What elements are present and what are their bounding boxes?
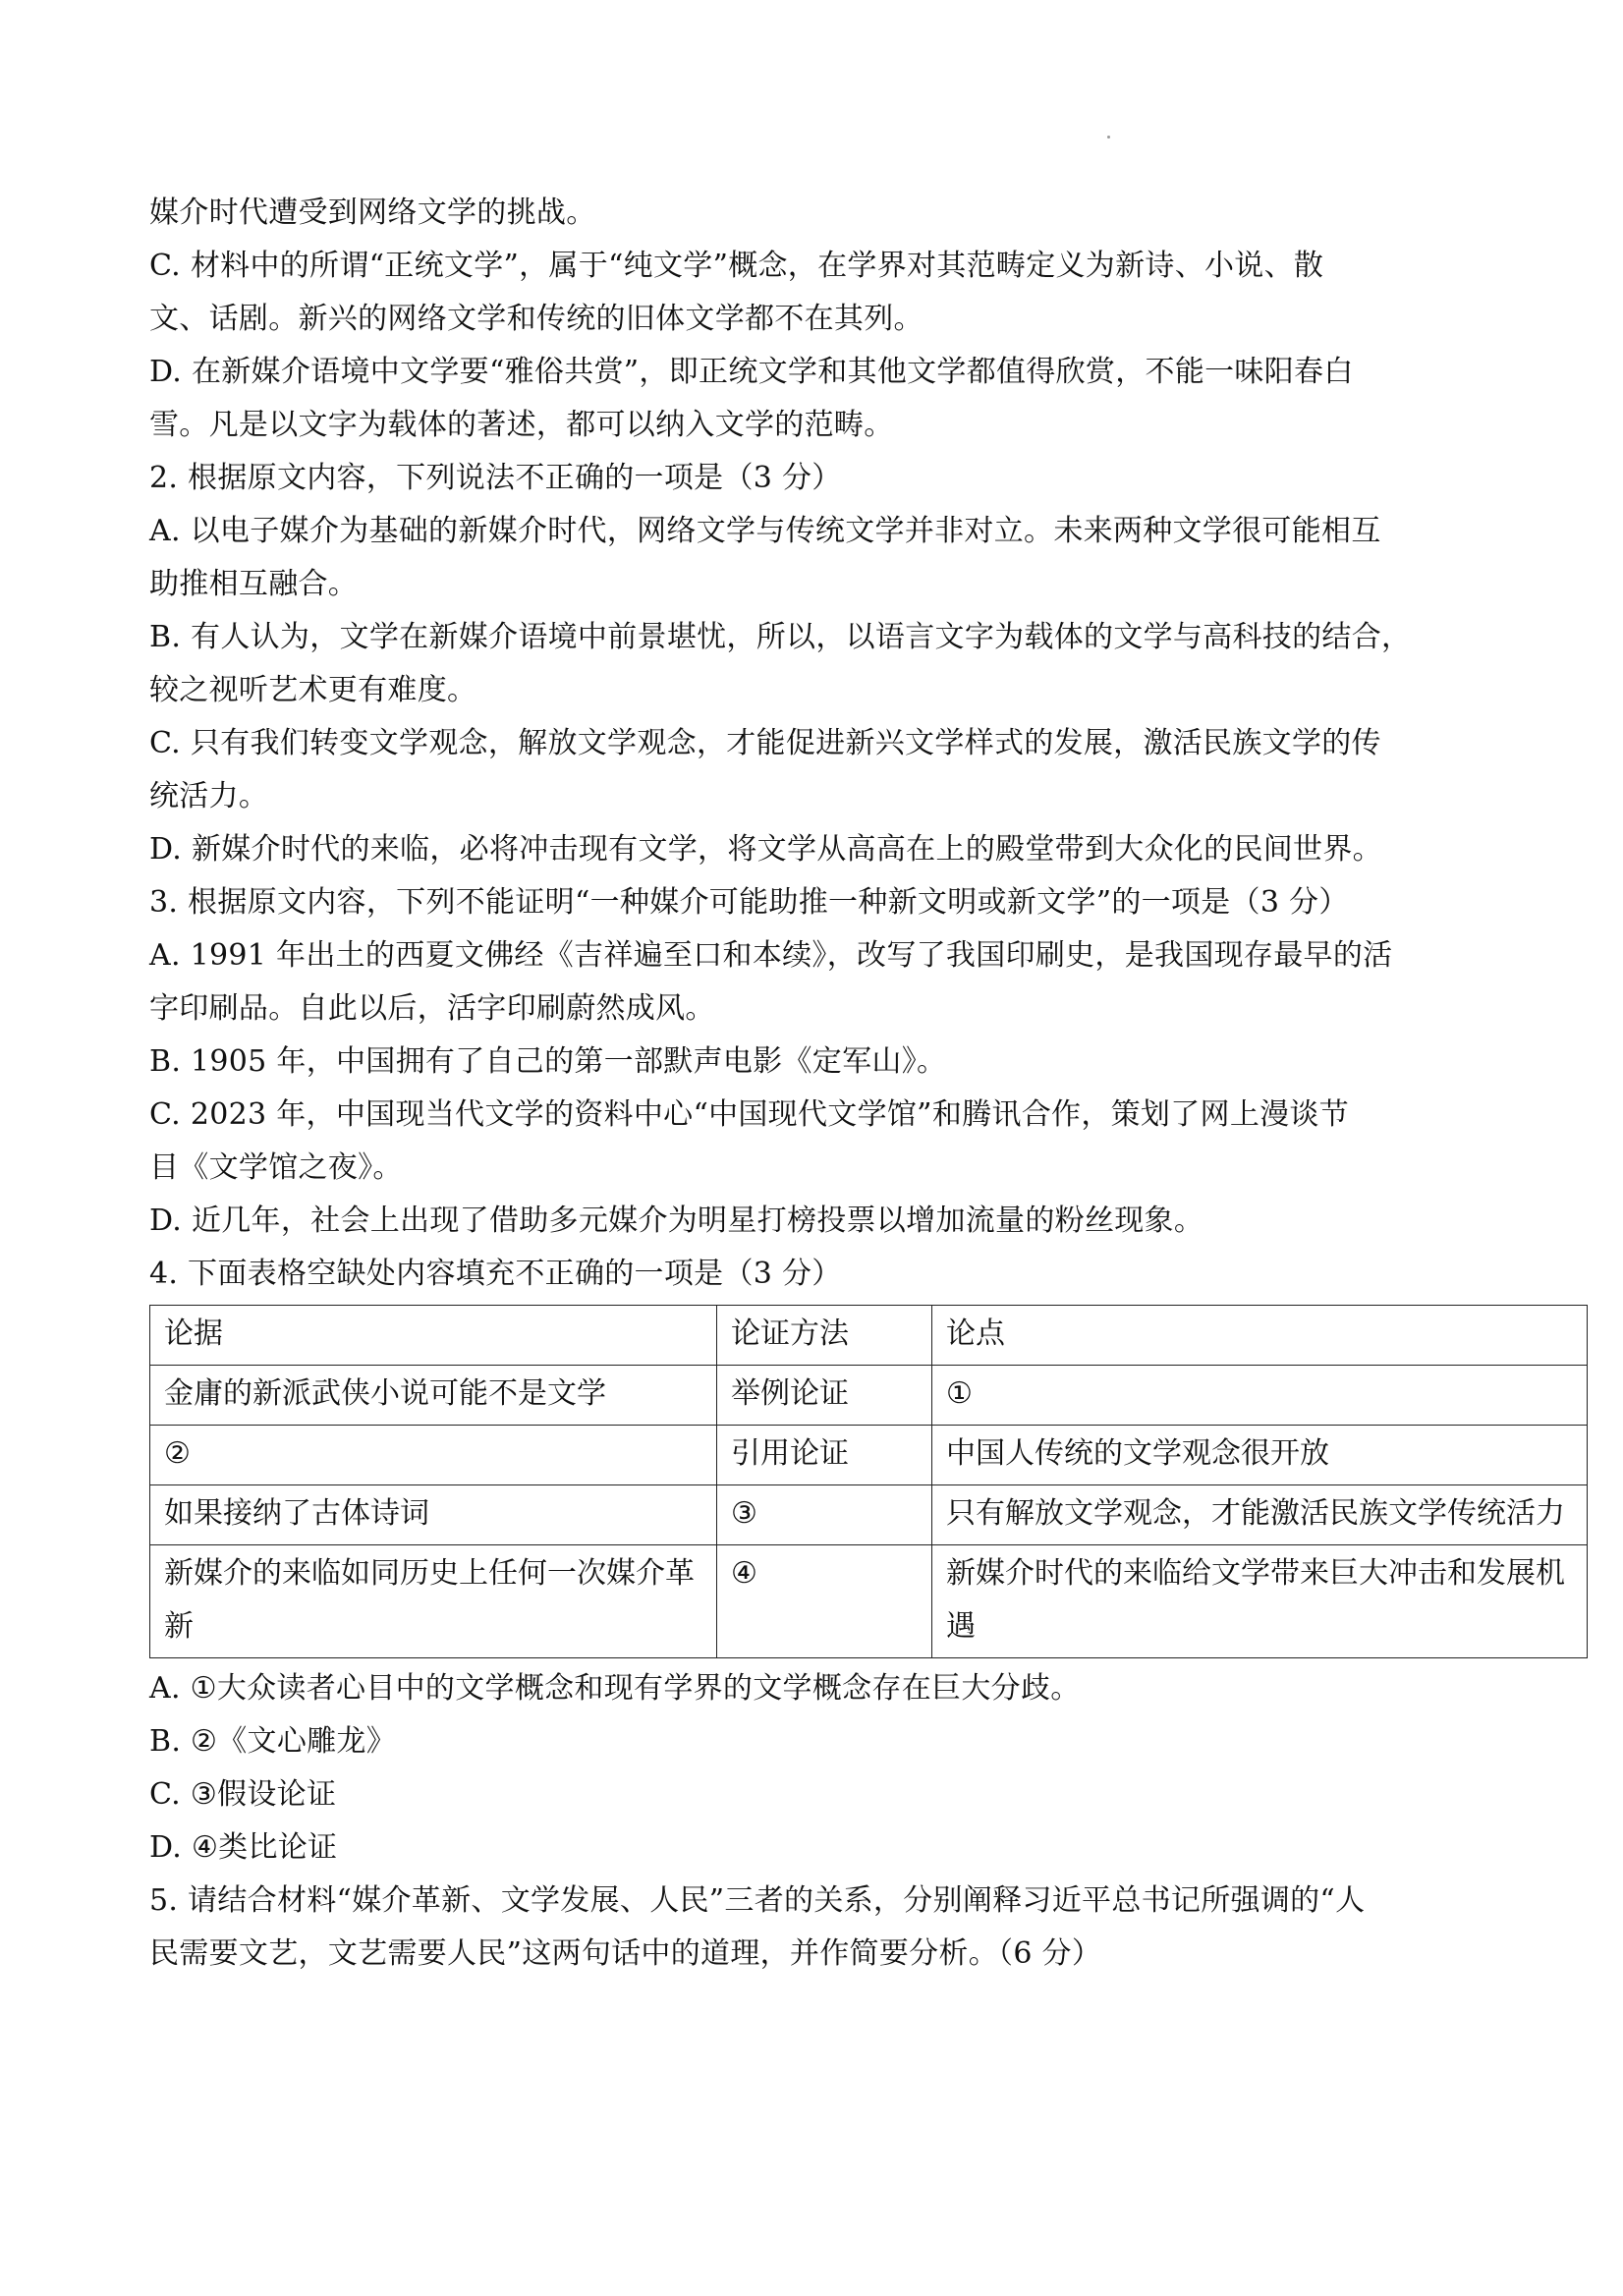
text-line: D. 在新媒介语境中文学要“雅俗共赏”，即正统文学和其他文学都值得欣赏，不能一味阳春白 xyxy=(149,355,1354,389)
text-line: 民需要文艺，文艺需要人民”这两句话中的道理，并作简要分析。（6 分） xyxy=(149,1936,1102,1971)
text-line: C. 2023 年，中国现当代文学的资料中心“中国现代文学馆”和腾讯合作，策划了网上漫谈节 xyxy=(149,1097,1350,1132)
text-line: B. 有人认为，文学在新媒介语境中前景堪忧，所以，以语言文字为载体的文学与高科技的结合， xyxy=(149,620,1412,654)
table-header-cell: 论据 xyxy=(150,1306,717,1366)
text-line: 较之视听艺术更有难度。 xyxy=(149,673,477,707)
option-d: D. ④类比论证 xyxy=(149,1830,338,1865)
option-b: B. ②《文心雕龙》 xyxy=(149,1724,397,1759)
question-3-stem: 3. 根据原文内容，下列不能证明“一种媒介可能助推一种新文明或新文学”的一项是（3 分） xyxy=(149,885,1349,920)
text-line: D. 新媒介时代的来临，必将冲击现有文学，将文学从高高在上的殿堂带到大众化的民间世界。 xyxy=(149,832,1382,867)
table-row xyxy=(150,1545,1588,1658)
top-text-block xyxy=(149,187,1505,1301)
table-cell: 引用论证 xyxy=(717,1426,932,1485)
scan-speck xyxy=(1107,136,1110,139)
text-line: 统活力。 xyxy=(149,779,269,813)
text-line: C. 材料中的所谓“正统文学”，属于“纯文学”概念，在学界对其范畴定义为新诗、小说、散 xyxy=(149,249,1324,283)
table-cell: ① xyxy=(932,1366,1588,1426)
text-line: C. 只有我们转变文学观念，解放文学观念，才能促进新兴文学样式的发展，激活民族文学的传 xyxy=(149,726,1381,760)
table-header-cell: 论点 xyxy=(932,1306,1588,1366)
page-content xyxy=(149,187,1565,1981)
table-cell: 只有解放文学观念，才能激活民族文学传统活力 xyxy=(932,1485,1588,1545)
table-row xyxy=(150,1426,1588,1485)
table-cell: ③ xyxy=(717,1485,932,1545)
table-cell: 新媒介时代的来临给文学带来巨大冲击和发展机遇 xyxy=(932,1545,1588,1658)
table-header-cell: 论证方法 xyxy=(717,1306,932,1366)
question-5-stem: 5. 请结合材料“媒介革新、文学发展、人民”三者的关系，分别阐释习近平总书记所强调的“人 xyxy=(149,1883,1366,1918)
text-line: 文、话剧。新兴的网络文学和传统的旧体文学都不在其列。 xyxy=(149,302,923,336)
table-header-row xyxy=(150,1306,1588,1366)
table-cell: 新媒介的来临如同历史上任何一次媒介革新 xyxy=(150,1545,717,1658)
question-4-stem: 4. 下面表格空缺处内容填充不正确的一项是（3 分） xyxy=(149,1257,842,1291)
table-row xyxy=(150,1485,1588,1545)
text-line: 助推相互融合。 xyxy=(149,567,359,601)
question-2-stem: 2. 根据原文内容，下列说法不正确的一项是（3 分） xyxy=(149,461,842,495)
option-a: A. ①大众读者心目中的文学概念和现有学界的文学概念存在巨大分歧。 xyxy=(149,1671,1081,1706)
table-cell: ④ xyxy=(717,1545,932,1658)
text-line: D. 近几年，社会上出现了借助多元媒介为明星打榜投票以增加流量的粉丝现象。 xyxy=(149,1204,1204,1238)
text-line: 雪。凡是以文字为载体的著述，都可以纳入文学的范畴。 xyxy=(149,408,894,442)
table-cell: 举例论证 xyxy=(717,1366,932,1426)
table-cell: ② xyxy=(150,1426,717,1485)
text-line: A. 以电子媒介为基础的新媒介时代，网络文学与传统文学并非对立。未来两种文学很可能相互 xyxy=(149,514,1381,548)
text-line: B. 1905 年，中国拥有了自己的第一部默声电影《定军山》。 xyxy=(149,1044,947,1079)
text-line: A. 1991 年出土的西夏文佛经《吉祥遍至口和本续》，改写了我国印刷史，是我国现存最早的活 xyxy=(149,938,1393,973)
table-cell: 中国人传统的文学观念很开放 xyxy=(932,1426,1588,1485)
text-line: 媒介时代遭受到网络文学的挑战。 xyxy=(149,196,596,230)
text-line: 字印刷品。自此以后，活字印刷蔚然成风。 xyxy=(149,991,715,1026)
table-cell: 金庸的新派武侠小说可能不是文学 xyxy=(150,1366,717,1426)
table-row xyxy=(150,1366,1588,1426)
bottom-text-block xyxy=(149,1662,1505,1981)
text-line: 目《文学馆之夜》。 xyxy=(149,1150,403,1185)
option-c: C. ③假设论证 xyxy=(149,1777,337,1812)
argument-table xyxy=(149,1305,1588,1658)
table-cell: 如果接纳了古体诗词 xyxy=(150,1485,717,1545)
